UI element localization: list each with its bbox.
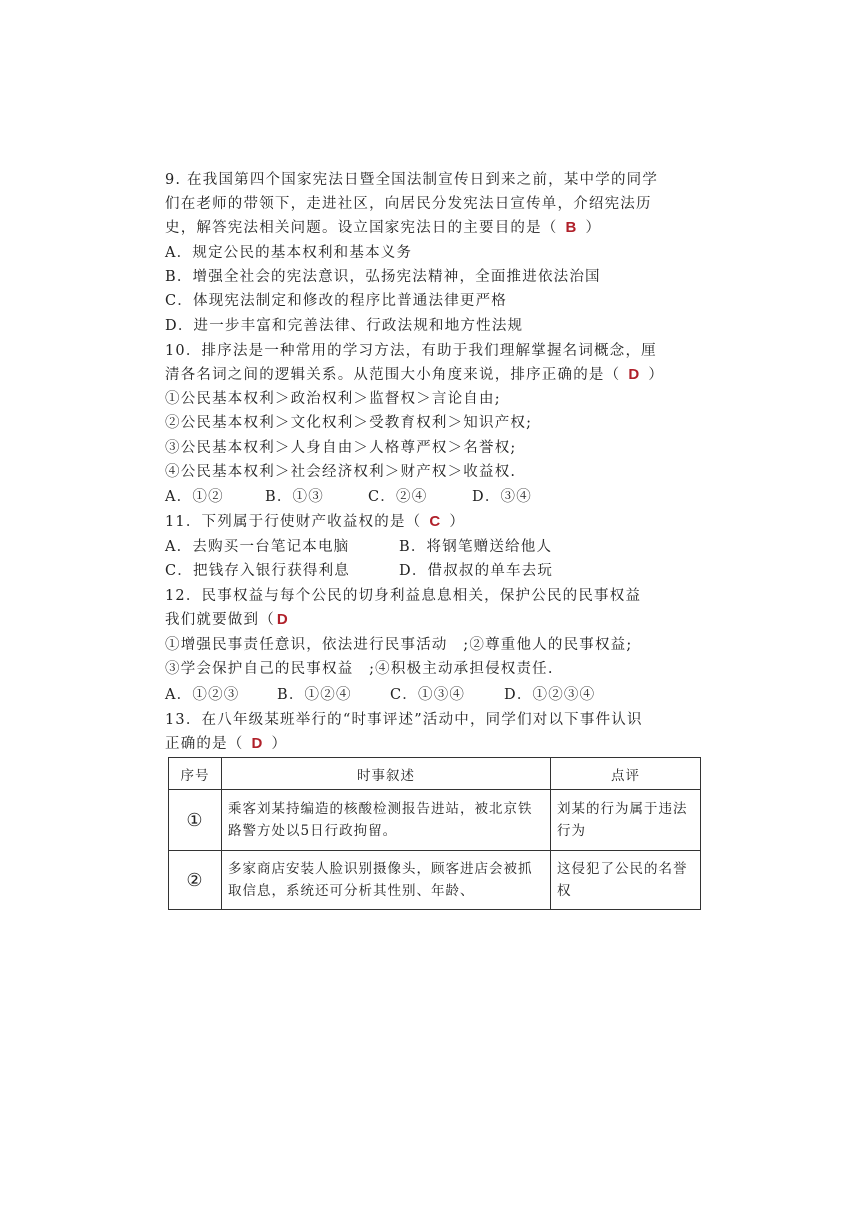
q13-stem-line2 (165, 734, 705, 754)
q9-option-a: A．规定公民的基本权利和基本义务 (165, 245, 413, 261)
q12-items-line1: ①增强民事责任意识，依法进行民事活动 ;②尊重他人的民事权益; (165, 637, 633, 653)
q12-option-b: B．①②④ (277, 687, 352, 703)
q12-answer: D (276, 611, 289, 628)
q11-option-d: D．借叔叔的单车去玩 (399, 563, 554, 579)
q11-option-a: A．去购买一台笔记本电脑 (165, 539, 350, 555)
q10-option-b: B．①③ (265, 489, 324, 505)
q10-item-2: ②公民基本权利＞文化权利＞受教育权利＞知识产权; (165, 415, 533, 431)
q11-option-c: C．把钱存入银行获得利息 (165, 563, 350, 579)
q12-option-d: D．①②③④ (504, 687, 596, 703)
header-comment: 点评 (551, 758, 701, 790)
q12-option-c: C．①③④ (390, 687, 466, 703)
header-number: 序号 (169, 758, 222, 790)
q11-options-row1 (165, 537, 705, 557)
q9-stem-text: 史，解答宪法相关问题。设立国家宪法日的主要目的是（ (165, 220, 558, 236)
q10-item-3: ③公民基本权利＞人身自由＞人格尊严权＞名誉权; (165, 440, 517, 456)
q10-stem-text: 清各名词之间的逻辑关系。从范围大小角度来说，排序正确的是（ (165, 367, 621, 383)
q11-options-row2 (165, 561, 705, 581)
q9-answer: B (565, 219, 578, 236)
q10-item-4: ④公民基本权利＞社会经济权利＞财产权＞收益权. (165, 464, 517, 480)
q12-stem-line1: 12．民事权益与每个公民的切身利益息息相关，保护公民的民事权益 (165, 588, 642, 604)
q9-option-c: C．体现宪法制定和修改的程序比普通法律更严格 (165, 293, 507, 309)
q12-items-line2: ③学会保护自己的民事权益 ;④积极主动承担侵权责任. (165, 661, 554, 677)
q11-option-b: B．将钢笔赠送给他人 (399, 539, 553, 555)
q12-option-a: A．①②③ (165, 687, 240, 703)
q13-stem-text: 正确的是（ (165, 736, 244, 752)
q10-close-paren: ） (648, 367, 665, 383)
q9-option-b: B．增强全社会的宪法意识，弘扬宪法精神，全面推进依法治国 (165, 269, 601, 285)
table-row (169, 851, 701, 910)
header-description: 时事叙述 (222, 758, 551, 790)
table-row (169, 790, 701, 851)
q10-option-d: D．③④ (472, 489, 532, 505)
q13-close-paren: ） (271, 736, 288, 752)
q10-option-a: A．①② (165, 489, 224, 505)
current-events-table (168, 757, 701, 910)
table-header-row (169, 758, 701, 790)
q11-stem (165, 512, 705, 532)
q10-item-1: ①公民基本权利＞政治权利＞监督权＞言论自由; (165, 391, 501, 407)
q11-answer: C (429, 513, 442, 530)
row-comment: 这侵犯了公民的名誉权 (551, 851, 701, 910)
q9-stem-line3 (165, 218, 705, 238)
q11-stem-text: 11．下列属于行使财产收益权的是（ (165, 514, 422, 530)
q11-close-paren: ） (449, 514, 466, 530)
q13-stem-line1: 13．在八年级某班举行的“时事评述”活动中，同学们对以下事件认识 (165, 712, 643, 728)
q10-stem-line1: 10．排序法是一种常用的学习方法，有助于我们理解掌握名词概念，厘 (165, 343, 657, 359)
q10-stem-line2 (165, 365, 705, 385)
q10-answer: D (628, 366, 641, 383)
q9-option-d: D．进一步丰富和完善法律、行政法规和地方性法规 (165, 318, 524, 334)
q12-stem-text: 我们就要做到（ (165, 612, 275, 628)
q9-close-paren: ） (585, 220, 602, 236)
q10-option-c: C．②④ (368, 489, 428, 505)
q10-options (165, 487, 705, 507)
row-number: ② (169, 851, 222, 910)
q12-stem-line2 (165, 610, 705, 630)
q9-stem-line1: 9. 在我国第四个国家宪法日暨全国法制宣传日到来之前，某中学的同学 (165, 172, 659, 188)
row-number: ① (169, 790, 222, 851)
row-description: 乘客刘某持编造的核酸检测报告进站，被北京铁路警方处以5日行政拘留。 (222, 790, 551, 851)
row-comment: 刘某的行为属于违法行为 (551, 790, 701, 851)
row-description: 多家商店安装人脸识别摄像头，顾客进店会被抓取信息，系统还可分析其性别、年龄、 (222, 851, 551, 910)
q9-stem-line2: 们在老师的带领下，走进社区，向居民分发宪法日宣传单，介绍宪法历 (165, 196, 652, 212)
q13-answer: D (251, 735, 264, 752)
q12-options (165, 685, 705, 705)
